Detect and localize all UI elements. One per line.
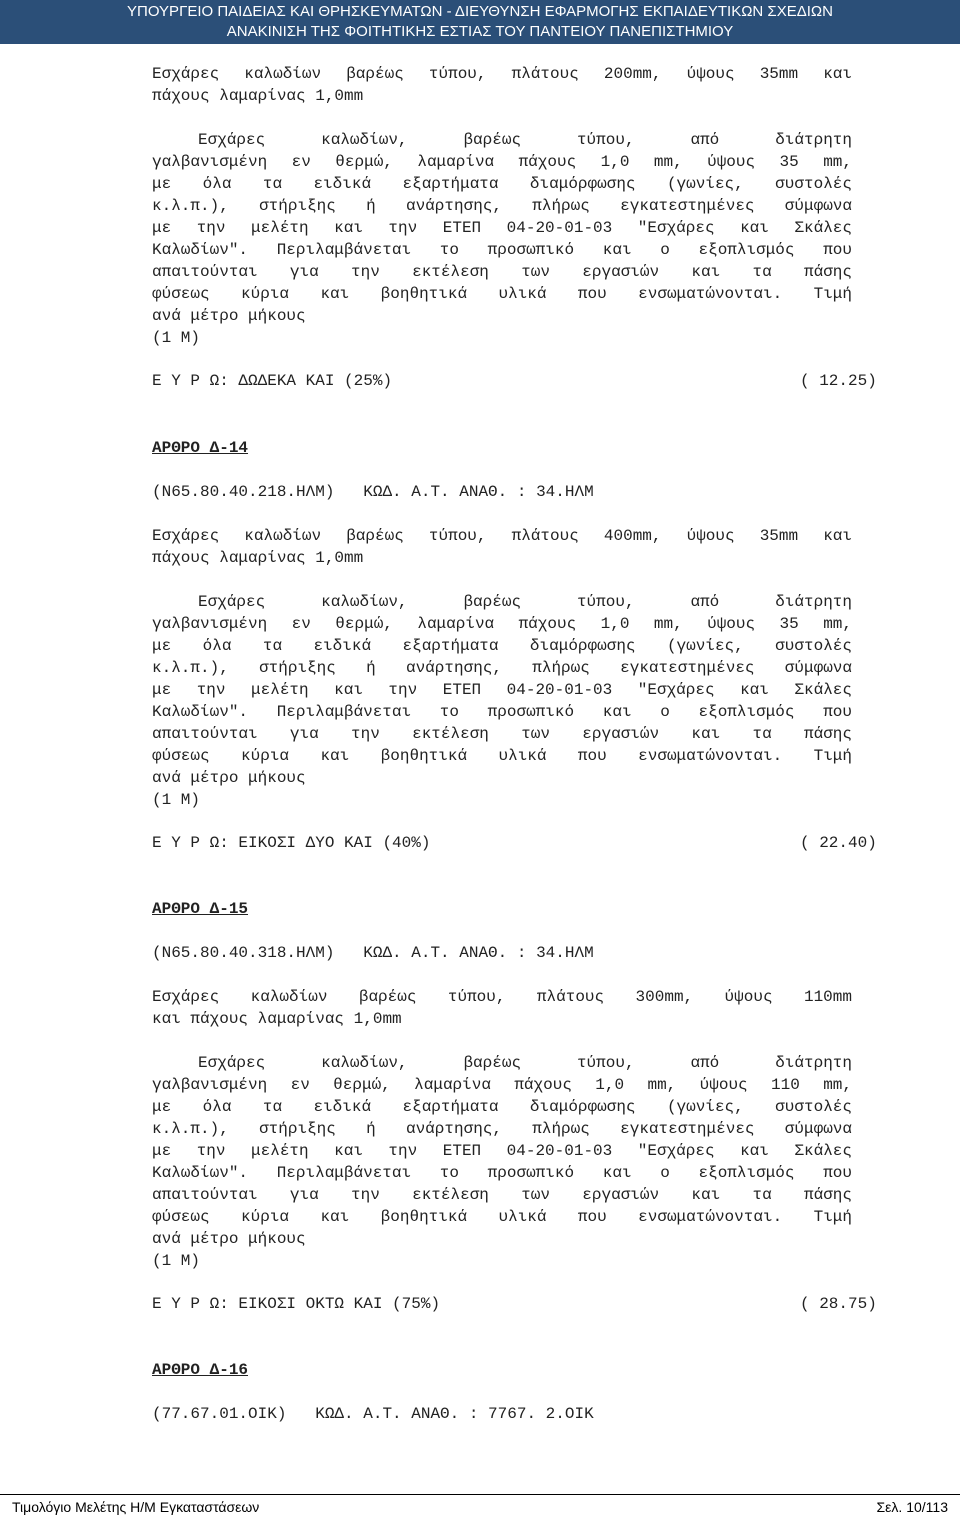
article-code-d15: (N65.80.40.318.ΗΛΜ) ΚΩΔ. Α.Τ. ΑΝΑΘ. : 34.ΗΛΜ (152, 944, 594, 962)
article-code-d16: (77.67.01.ΟΙΚ) ΚΩΔ. Α.Τ. ΑΝΑΘ. : 7767. 2.ΟΙΚ (152, 1405, 594, 1423)
item-3-title: Εσχάρες καλωδίων βαρέως τύπου, πλάτους 300mm, ύψους 110mm και πάχους λαμαρίνας 1,0mm (152, 988, 852, 1028)
item-2-description: Εσχάρες καλωδίων, βαρέως τύπου, από διάτρητη γαλβανισμένη εν θερμώ, λαμαρίνα πάχους 1,0 mm, ύψους 35 mm, με όλα τα ειδικά εξαρτήματα διαμόρφωσης (γωνίες, συστολές κ.λ.π.), στήριξης ή ανάρτησης, πλήρως εγκατεστημένες σύμφωνα με την μελέτη και την ΕΤΕΠ 04-20-01-03 "Εσχάρες και Σκάλες Καλωδίων". Περιλαμβάνεται το προσωπικό και ο εξοπλισμός που απαιτούνται για την εκτέλεση των εργασιών και τα πάσης φύσεως κύρια και βοηθητικά υλικά που ενσωματώνονται. Τιμή ανά μέτρο μήκους (1 M) (152, 593, 852, 809)
item-2-price-value: ( 22.40) (800, 834, 877, 852)
footer-title: Τιμολόγιο Μελέτης Η/Μ Εγκαταστάσεων (12, 1499, 260, 1515)
item-1-description: Εσχάρες καλωδίων, βαρέως τύπου, από διάτρητη γαλβανισμένη εν θερμώ, λαμαρίνα πάχους 1,0 mm, ύψους 35 mm, με όλα τα ειδικά εξαρτήματα διαμόρφωσης (γωνίες, συστολές κ.λ.π.), στήριξης ή ανάρτησης, πλήρως εγκατεστημένες σύμφωνα με την μελέτη και την ΕΤΕΠ 04-20-01-03 "Εσχάρες και Σκάλες Καλωδίων". Περιλαμβάνεται το προσωπικό και ο εξοπλισμός που απαιτούνται για την εκτέλεση των εργασιών και τα πάσης φύσεως κύρια και βοηθητικά υλικά που ενσωματώνονται. Τιμή ανά μέτρο μήκους (1 M) (152, 131, 852, 347)
document-header (0, 0, 960, 44)
article-heading-d15: ΑΡΘΡΟ Δ-15 (152, 900, 249, 918)
header-project-line: ΑΝΑΚΙΝΙΣΗ ΤΗΣ ΦΟΙΤΗΤΙΚΗΣ ΕΣΤΙΑΣ ΤΟΥ ΠΑΝΤΕΙΟΥ ΠΑΝΕΠΙΣΤΗΜΙΟΥ (226, 23, 734, 40)
item-1-price-words: Ε Υ Ρ Ω: ΔΩΔΕΚΑ ΚΑΙ (25%) (152, 372, 393, 390)
item-1-price-value: ( 12.25) (800, 372, 877, 390)
article-code-d14: (N65.80.40.218.ΗΛΜ) ΚΩΔ. Α.Τ. ΑΝΑΘ. : 34.ΗΛΜ (152, 483, 594, 501)
item-3-price-value: ( 28.75) (800, 1295, 877, 1313)
item-2-price-words: Ε Υ Ρ Ω: ΕΙΚΟΣΙ ΔΥΟ ΚΑΙ (40%) (152, 834, 431, 852)
item-2-title: Εσχάρες καλωδίων βαρέως τύπου, πλάτους 400mm, ύψους 35mm και πάχους λαμαρίνας 1,0mm (152, 527, 852, 567)
item-1-title: Εσχάρες καλωδίων βαρέως τύπου, πλάτους 200mm, ύψους 35mm και πάχους λαμαρίνας 1,0mm (152, 65, 852, 105)
page-number: Σελ. 10/113 (876, 1499, 948, 1515)
item-3-price-words: Ε Υ Ρ Ω: ΕΙΚΟΣΙ ΟΚΤΩ ΚΑΙ (75%) (152, 1295, 441, 1313)
header-ministry-line: ΥΠΟΥΡΓΕΙΟ ΠΑΙΔΕΙΑΣ ΚΑΙ ΘΡΗΣΚΕΥΜΑΤΩΝ - ΔΙΕΥΘΥΝΣΗ ΕΦΑΡΜΟΓΗΣ ΕΚΠΑΙΔΕΥΤΙΚΩΝ ΣΧΕΔΙΩΝ (127, 3, 833, 20)
document-footer (0, 1494, 960, 1518)
article-heading-d14: ΑΡΘΡΟ Δ-14 (152, 439, 249, 457)
article-heading-d16: ΑΡΘΡΟ Δ-16 (152, 1361, 249, 1379)
item-3-description: Εσχάρες καλωδίων, βαρέως τύπου, από διάτρητη γαλβανισμένη εν θερμώ, λαμαρίνα πάχους 1,0 mm, ύψους 110 mm, με όλα τα ειδικά εξαρτήματα διαμόρφωσης (γωνίες, συστολές κ.λ.π.), στήριξης ή ανάρτησης, πλήρως εγκατεστημένες σύμφωνα με την μελέτη και την ΕΤΕΠ 04-20-01-03 "Εσχάρες και Σκάλες Καλωδίων". Περιλαμβάνεται το προσωπικό και ο εξοπλισμός που απαιτούνται για την εκτέλεση των εργασιών και τα πάσης φύσεως κύρια και βοηθητικά υλικά που ενσωματώνονται. Τιμή ανά μέτρο μήκους (1 M) (152, 1054, 852, 1270)
